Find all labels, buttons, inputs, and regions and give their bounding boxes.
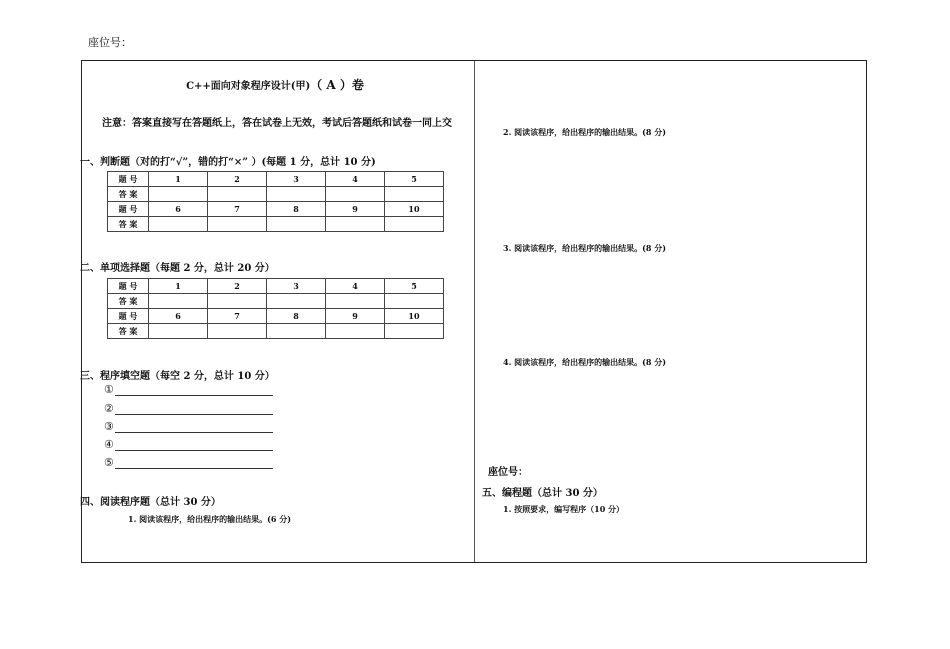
- blank-line: [115, 440, 273, 451]
- answer-cell[interactable]: [149, 187, 208, 202]
- blank-number: ①: [104, 383, 114, 396]
- section4-heading: 四、阅读程序题（总计 30 分）: [80, 497, 221, 508]
- section2-answer-table: [107, 278, 444, 339]
- question-number-cell: 4: [326, 279, 385, 294]
- answer-cell[interactable]: [385, 294, 444, 309]
- blank-number: ②: [104, 402, 114, 415]
- section3-heading: 三、程序填空题（每空 2 分，总计 10 分）: [80, 371, 275, 382]
- question-number-row: [108, 172, 444, 187]
- answer-cell[interactable]: [267, 187, 326, 202]
- answer-cell[interactable]: [149, 217, 208, 232]
- answer-cell[interactable]: [208, 187, 267, 202]
- blank-line: [115, 404, 273, 415]
- row-label: 题 号: [108, 202, 149, 217]
- section4-question-3: 3. 阅读该程序，给出程序的输出结果。(8 分): [503, 243, 667, 253]
- question-number-row: [108, 202, 444, 217]
- answer-cell[interactable]: [149, 324, 208, 339]
- answer-cell[interactable]: [326, 217, 385, 232]
- exam-notice: 注意：答案直接写在答题纸上，答在试卷上无效，考试后答题纸和试卷一同上交: [102, 118, 452, 129]
- blank-line: [115, 385, 273, 396]
- blank-number: ③: [104, 420, 114, 433]
- section4-question-2: 2. 阅读该程序，给出程序的输出结果。(8 分): [503, 127, 667, 137]
- answer-cell[interactable]: [208, 217, 267, 232]
- fill-blank-5[interactable]: [104, 456, 273, 469]
- question-number-cell: 9: [326, 309, 385, 324]
- question-number-cell: 7: [208, 309, 267, 324]
- question-number-row: [108, 279, 444, 294]
- answer-cell[interactable]: [326, 294, 385, 309]
- section2-heading: 二、单项选择题（每题 2 分，总计 20 分）: [80, 263, 275, 274]
- question-number-cell: 2: [208, 172, 267, 187]
- seat-number-label-right: 座位号：: [488, 467, 528, 478]
- question-number-cell: 4: [326, 172, 385, 187]
- blank-number: ④: [104, 438, 114, 451]
- answer-cell[interactable]: [149, 294, 208, 309]
- question-number-cell: 5: [385, 172, 444, 187]
- answer-cell[interactable]: [267, 217, 326, 232]
- question-number-cell: 8: [267, 202, 326, 217]
- row-label: 答 案: [108, 294, 149, 309]
- seat-number-label: 座位号：: [88, 36, 132, 49]
- answer-row: [108, 187, 444, 202]
- answer-cell[interactable]: [326, 324, 385, 339]
- fill-blank-1[interactable]: [104, 383, 273, 396]
- question-number-cell: 10: [385, 202, 444, 217]
- question-number-cell: 3: [267, 279, 326, 294]
- question-number-row: [108, 309, 444, 324]
- row-label: 答 案: [108, 217, 149, 232]
- question-number-cell: 3: [267, 172, 326, 187]
- row-label: 题 号: [108, 279, 149, 294]
- question-number-cell: 9: [326, 202, 385, 217]
- section1-answer-table: [107, 171, 444, 232]
- column-divider: [474, 61, 475, 562]
- answer-cell[interactable]: [385, 217, 444, 232]
- section4-question-1: 1. 阅读该程序，给出程序的输出结果。(6 分): [128, 514, 292, 524]
- question-number-cell: 5: [385, 279, 444, 294]
- blank-number: ⑤: [104, 456, 114, 469]
- answer-cell[interactable]: [385, 187, 444, 202]
- section5-heading: 五、编程题（总计 30 分）: [482, 488, 603, 499]
- answer-row: [108, 324, 444, 339]
- answer-cell[interactable]: [208, 324, 267, 339]
- answer-row: [108, 294, 444, 309]
- answer-cell[interactable]: [385, 324, 444, 339]
- question-number-cell: 6: [149, 309, 208, 324]
- exam-title: [170, 76, 380, 93]
- section5-question-1: 1. 按照要求，编写程序（10 分）: [503, 504, 625, 514]
- fill-blank-3[interactable]: [104, 420, 273, 433]
- paper-version: （ A ）卷: [310, 78, 364, 92]
- section1-heading: 一、判断题（对的打“√”，错的打“×” ）(每题 1 分，总计 10 分): [80, 157, 376, 168]
- row-label: 题 号: [108, 172, 149, 187]
- row-label: 答 案: [108, 324, 149, 339]
- question-number-cell: 2: [208, 279, 267, 294]
- answer-cell[interactable]: [326, 187, 385, 202]
- question-number-cell: 10: [385, 309, 444, 324]
- course-title: C++面向对象程序设计(甲): [186, 81, 311, 92]
- answer-cell[interactable]: [267, 324, 326, 339]
- blank-line: [115, 422, 273, 433]
- answer-cell[interactable]: [208, 294, 267, 309]
- question-number-cell: 1: [149, 279, 208, 294]
- row-label: 题 号: [108, 309, 149, 324]
- question-number-cell: 8: [267, 309, 326, 324]
- blank-line: [115, 458, 273, 469]
- fill-blank-4[interactable]: [104, 438, 273, 451]
- question-number-cell: 7: [208, 202, 267, 217]
- question-number-cell: 1: [149, 172, 208, 187]
- answer-row: [108, 217, 444, 232]
- fill-blank-2[interactable]: [104, 402, 273, 415]
- answer-cell[interactable]: [267, 294, 326, 309]
- question-number-cell: 6: [149, 202, 208, 217]
- section4-question-4: 4. 阅读该程序，给出程序的输出结果。(8 分): [503, 357, 667, 367]
- row-label: 答 案: [108, 187, 149, 202]
